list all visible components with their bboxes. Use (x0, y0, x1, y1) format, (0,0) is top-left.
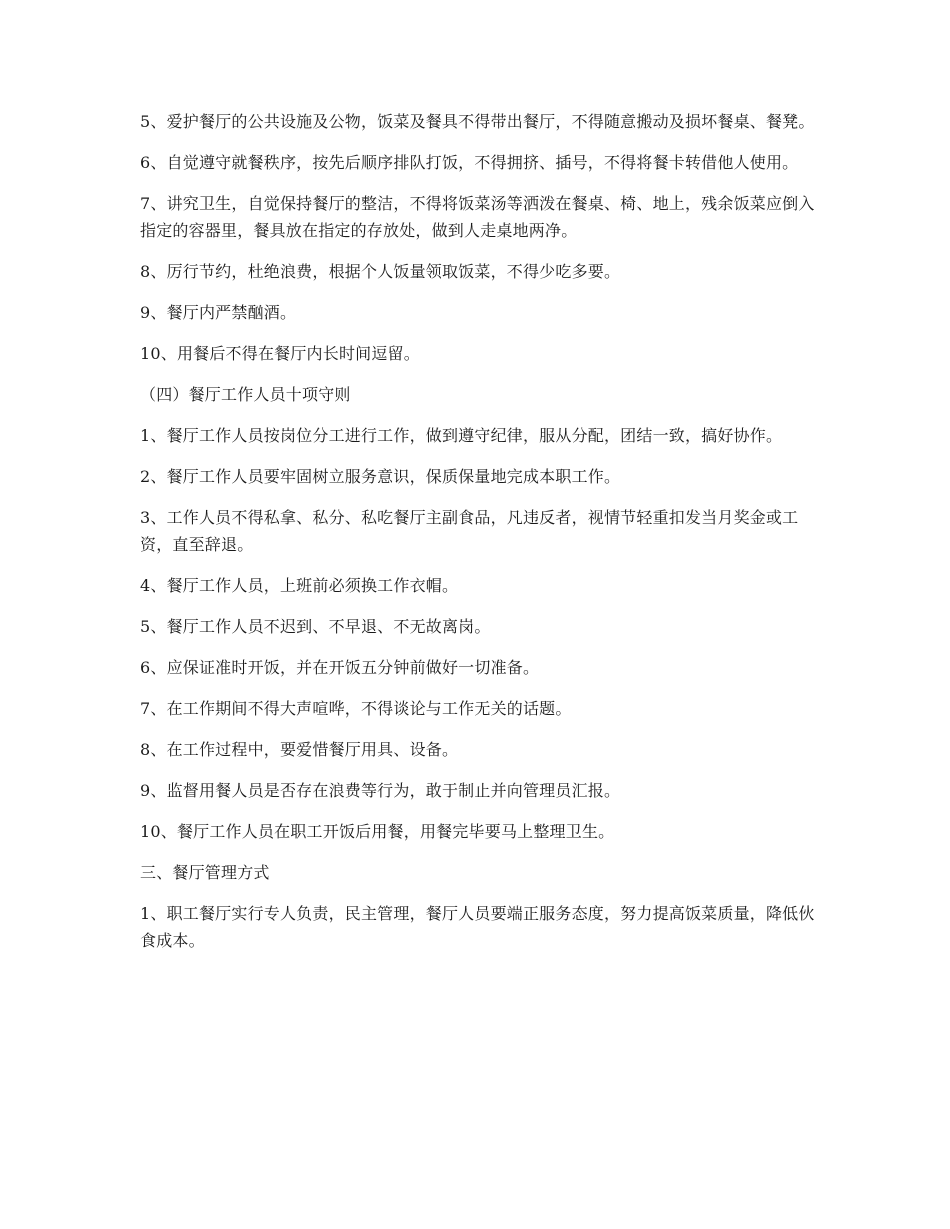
paragraph-management-1: 1、职工餐厅实行专人负责，民主管理，餐厅人员要端正服务态度，努力提高饭菜质量，降低伙食成本。 (140, 904, 815, 950)
section-heading-staff-rules: （四）餐厅工作人员十项守则 (140, 385, 351, 404)
paragraph-rule-8: 8、厉行节约，杜绝浪费，根据个人饭量领取饭菜，不得少吃多要。 (140, 262, 621, 281)
paragraph-rule-10: 10、用餐后不得在餐厅内长时间逗留。 (140, 344, 420, 363)
paragraph-rule-9: 9、餐厅内严禁酗酒。 (140, 303, 297, 322)
section-heading-management: 三、餐厅管理方式 (140, 863, 270, 882)
paragraph-staff-rule-5: 5、餐厅工作人员不迟到、不早退、不无故离岗。 (140, 617, 491, 636)
paragraph-staff-rule-4: 4、餐厅工作人员，上班前必须换工作衣帽。 (140, 576, 459, 595)
paragraph-staff-rule-6: 6、应保证准时开饭，并在开饭五分钟前做好一切准备。 (140, 658, 540, 677)
paragraph-staff-rule-7: 7、在工作期间不得大声喧哗，不得谈论与工作无关的话题。 (140, 699, 572, 718)
paragraph-staff-rule-2: 2、餐厅工作人员要牢固树立服务意识，保质保量地完成本职工作。 (140, 467, 621, 486)
paragraph-staff-rule-10: 10、餐厅工作人员在职工开饭后用餐，用餐完毕要马上整理卫生。 (140, 822, 615, 841)
paragraph-staff-rule-1: 1、餐厅工作人员按岗位分工进行工作，做到遵守纪律，服从分配，团结一致，搞好协作。 (140, 426, 783, 445)
paragraph-staff-rule-3: 3、工作人员不得私拿、私分、私吃餐厅主副食品，凡违反者，视情节轻重扣发当月奖金或工资，直至辞退。 (140, 508, 799, 554)
paragraph-rule-5: 5、爱护餐厅的公共设施及公物，饭菜及餐具不得带出餐厅，不得随意搬动及损坏餐桌、餐凳。 (140, 112, 815, 131)
paragraph-rule-7: 7、讲究卫生，自觉保持餐厅的整洁，不得将饭菜汤等洒泼在餐桌、椅、地上，残余饭菜应倒入指定的容器里，餐具放在指定的存放处，做到人走桌地两净。 (140, 194, 815, 240)
paragraph-rule-6: 6、自觉遵守就餐秩序，按先后顺序排队打饭，不得拥挤、插号，不得将餐卡转借他人使用。 (140, 153, 799, 172)
document-body (140, 108, 820, 968)
paragraph-staff-rule-8: 8、在工作过程中，要爱惜餐厅用具、设备。 (140, 740, 459, 759)
paragraph-staff-rule-9: 9、监督用餐人员是否存在浪费等行为，敢于制止并向管理员汇报。 (140, 781, 621, 800)
